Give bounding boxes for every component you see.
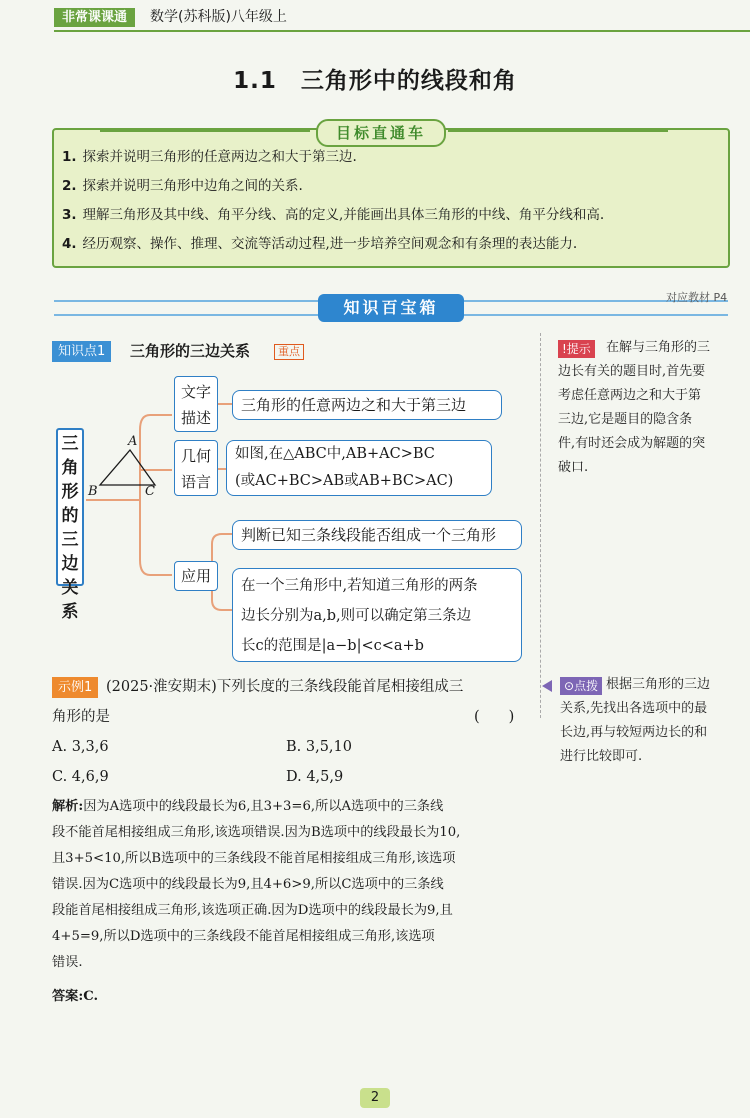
tip-tag-label: 点拨 <box>574 679 599 693</box>
objective-number: 4. <box>62 236 77 252</box>
analysis-line: 段不能首尾相接组成三角形,该选项错误.因为B选项中的线段最长为10, <box>52 825 461 840</box>
answer-text: 答案:C. <box>52 989 99 1004</box>
branch-label: 描述 <box>180 409 211 427</box>
vertex-c-label: C <box>145 484 155 499</box>
knowledge-point-title: 三角形的三边关系 <box>130 342 251 360</box>
example-tag: 示例1 <box>52 677 98 698</box>
option-d: D. 4,5,9 <box>286 769 344 785</box>
analysis-line: 错误.因为C选项中的线段最长为9,且4+6>9,所以C选项中的三条线 <box>52 877 444 892</box>
content-line: 长c的范围是|a−b|<c<a+b <box>241 638 424 654</box>
page-number: 2 <box>360 1088 390 1108</box>
branch-text-description <box>174 376 218 432</box>
analysis-line: 4+5=9,所以D选项中的三条线段不能首尾相接组成三角形,该选项 <box>52 929 435 944</box>
branch-label: 文字 <box>180 383 211 401</box>
hint-line: 考虑任意两边之和大于第 <box>558 388 702 403</box>
objective-text: 理解三角形及其中线、角平分线、高的定义,并能画出具体三角形的中线、角平分线和高. <box>82 207 605 223</box>
objective-number: 3. <box>62 207 77 223</box>
hint-line: 破口. <box>558 460 589 475</box>
branch-label: 几何 <box>180 447 211 465</box>
content-line: 如图,在△ABC中,AB+AC>BC <box>235 446 435 462</box>
branch-application: 应用 <box>174 561 218 591</box>
answer-blank: ( ) <box>474 709 515 725</box>
tip-line: 根据三角形的三边 <box>606 677 711 692</box>
section-title: 知识百宝箱 <box>318 294 464 322</box>
tip-line: 长边,再与较短两边长的和 <box>560 725 708 740</box>
objective-text: 探索并说明三角形的任意两边之和大于第三边. <box>82 149 357 165</box>
series-tag: 非常课课通 <box>54 8 135 27</box>
tip-tag: ⊙点拨 <box>560 677 602 695</box>
page-title: 1.1 三角形中的线段和角 <box>233 68 517 94</box>
question-line: (2025·淮安期末)下列长度的三条线段能首尾相接组成三 <box>106 679 464 695</box>
option-a: A. 3,3,6 <box>52 739 109 755</box>
option-b: B. 3,5,10 <box>286 739 352 755</box>
content-line: 在一个三角形中,若知道三角形的两条 <box>241 578 478 594</box>
knowledge-point-tag: 知识点1 <box>52 341 111 362</box>
content-line: 边长分别为a,b,则可以确定第三条边 <box>241 608 472 624</box>
analysis-line: 段能首尾相接组成三角形,该选项正确.因为D选项中的线段最长为9,且 <box>52 903 453 918</box>
mindmap-root: 三角形的三边关系 <box>56 428 84 586</box>
tip-arrow-icon <box>542 680 552 692</box>
vertex-a-label: A <box>128 434 138 449</box>
triangle-figure <box>100 450 155 485</box>
option-c: C. 4,6,9 <box>52 769 109 785</box>
key-badge: 重点 <box>274 344 304 360</box>
content-line: (或AC+BC>AB或AB+BC>AC) <box>235 473 454 489</box>
hint-line: 三边,它是题目的隐含条 <box>558 412 693 427</box>
branch-label: 语言 <box>180 473 211 491</box>
objective-number: 2. <box>62 178 77 194</box>
analysis-text: 因为A选项中的线段最长为6,且3+3=6,所以A选项中的三条线 <box>83 799 444 814</box>
objectives-heading: 目标直通车 <box>316 119 446 147</box>
vertex-b-label: B <box>88 484 98 499</box>
hint-tag: !提示 <box>558 340 595 358</box>
tip-line: 进行比较即可. <box>560 749 643 764</box>
objective-text: 探索并说明三角形中边角之间的关系. <box>82 178 303 194</box>
content-text-description: 三角形的任意两边之和大于第三边 <box>232 390 502 420</box>
hint-line: 边长有关的题目时,首先要 <box>558 364 706 379</box>
objective-text: 经历观察、操作、推理、交流等活动过程,进一步培养空间观念和有条理的表达能力. <box>82 236 578 252</box>
content-application-judge: 判断已知三条线段能否组成一个三角形 <box>232 520 522 550</box>
analysis-line: 且3+5<10,所以B选项中的三条线段不能首尾相接组成三角形,该选项 <box>52 851 456 866</box>
branch-geometry-language <box>174 440 218 496</box>
analysis-block <box>52 794 532 976</box>
objective-number: 1. <box>62 149 77 165</box>
tip-line: 关系,先找出各选项中的最 <box>560 701 708 716</box>
content-application-range <box>232 568 522 662</box>
question-line: 角形的是 <box>52 709 110 725</box>
content-geometry-language <box>226 440 492 496</box>
hint-line: 在解与三角形的三 <box>606 340 711 355</box>
subject-label: 数学(苏科版)八年级上 <box>150 9 287 25</box>
analysis-line: 错误. <box>52 955 83 970</box>
hint-line: 件,有时还会成为解题的突 <box>558 436 706 451</box>
analysis-label: 解析: <box>52 799 84 814</box>
analysis-line <box>52 794 532 820</box>
textbook-reference: 对应教材 P4 <box>666 291 728 304</box>
